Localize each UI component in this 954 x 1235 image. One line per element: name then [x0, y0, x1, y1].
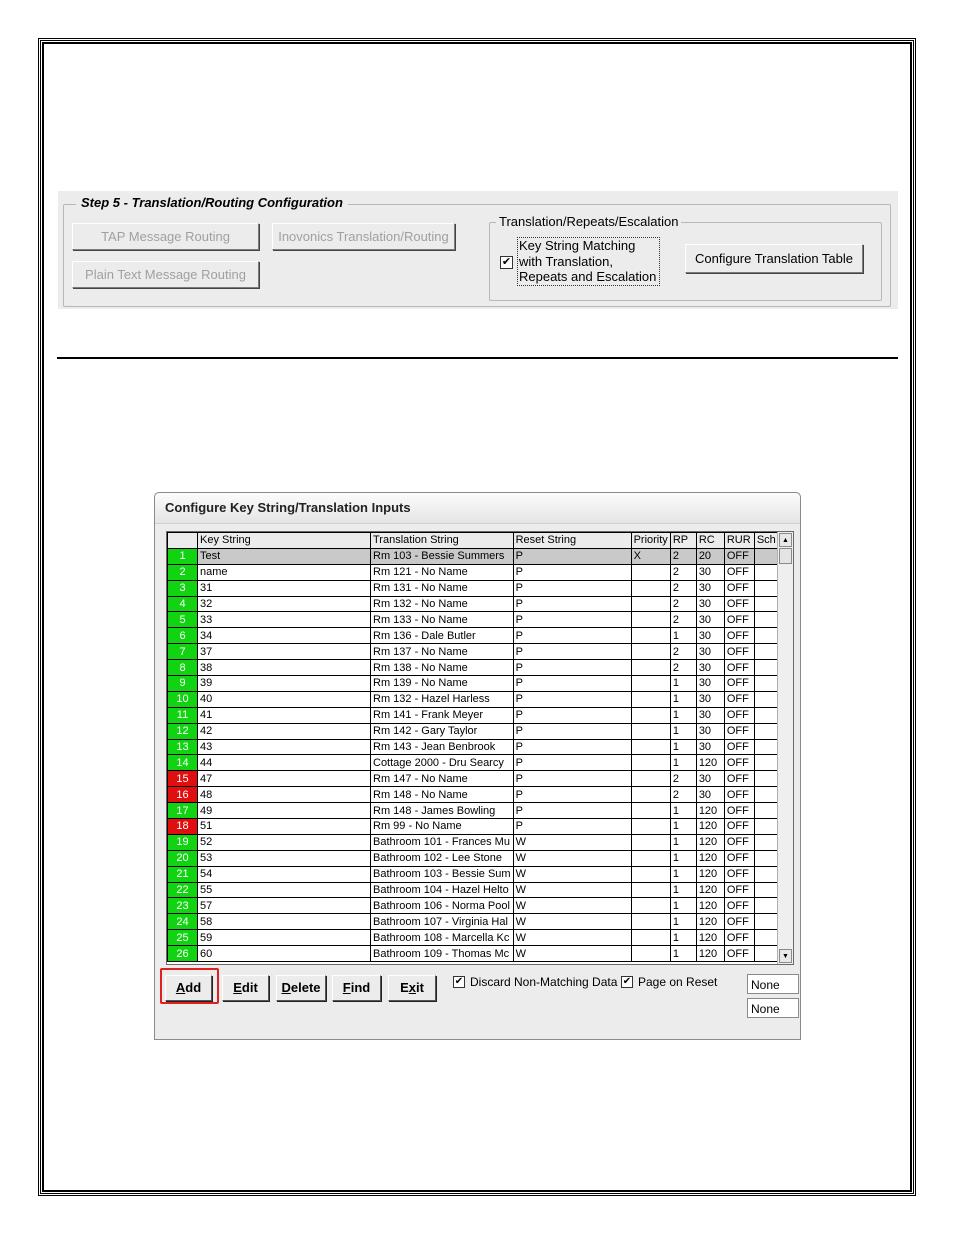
- table-cell[interactable]: OFF: [724, 564, 754, 580]
- table-row[interactable]: [168, 914, 781, 930]
- table-cell[interactable]: Bathroom 107 - Virginia Hal: [371, 914, 514, 930]
- table-cell[interactable]: 120: [696, 946, 724, 962]
- row-index-cell[interactable]: 2: [168, 564, 198, 580]
- table-row[interactable]: [168, 834, 781, 850]
- column-header[interactable]: [168, 533, 198, 549]
- find-label: ind: [350, 980, 371, 995]
- table-row[interactable]: [168, 898, 781, 914]
- table-cell[interactable]: 43: [198, 739, 371, 755]
- row-index-cell[interactable]: 11: [168, 707, 198, 723]
- table-cell[interactable]: 52: [198, 834, 371, 850]
- table-row[interactable]: [168, 755, 781, 771]
- table-cell[interactable]: 32: [198, 596, 371, 612]
- table-cell[interactable]: 54: [198, 866, 371, 882]
- table-cell[interactable]: 47: [198, 771, 371, 787]
- table-row[interactable]: [168, 676, 781, 692]
- table-cell[interactable]: 1: [670, 723, 696, 739]
- table-cell[interactable]: P: [513, 707, 631, 723]
- table-row[interactable]: [168, 628, 781, 644]
- row-index-cell[interactable]: 18: [168, 819, 198, 835]
- row-index-cell[interactable]: 8: [168, 660, 198, 676]
- column-header[interactable]: RUR: [724, 533, 754, 549]
- table-cell[interactable]: [631, 739, 670, 755]
- table-row[interactable]: [168, 707, 781, 723]
- table-cell[interactable]: 2: [670, 548, 696, 564]
- table-cell[interactable]: OFF: [724, 644, 754, 660]
- table-cell[interactable]: [631, 803, 670, 819]
- table-cell[interactable]: 53: [198, 850, 371, 866]
- table-cell[interactable]: Test: [198, 548, 371, 564]
- table-cell[interactable]: [631, 834, 670, 850]
- table-cell[interactable]: 120: [696, 755, 724, 771]
- table-cell[interactable]: Rm 137 - No Name: [371, 644, 514, 660]
- table-cell[interactable]: OFF: [724, 580, 754, 596]
- table-cell[interactable]: P: [513, 691, 631, 707]
- separator-line: [57, 357, 898, 359]
- table-cell[interactable]: W: [513, 850, 631, 866]
- table-cell[interactable]: 1: [670, 898, 696, 914]
- row-index-cell[interactable]: 3: [168, 580, 198, 596]
- table-cell[interactable]: [631, 787, 670, 803]
- row-index-cell[interactable]: 23: [168, 898, 198, 914]
- table-cell[interactable]: OFF: [724, 914, 754, 930]
- table-cell[interactable]: 40: [198, 691, 371, 707]
- table-cell[interactable]: 1: [670, 866, 696, 882]
- table-cell[interactable]: W: [513, 866, 631, 882]
- table-cell[interactable]: [631, 660, 670, 676]
- table-cell[interactable]: Rm 148 - No Name: [371, 787, 514, 803]
- tap-message-routing-button[interactable]: TAP Message Routing: [72, 223, 259, 250]
- table-cell[interactable]: P: [513, 803, 631, 819]
- table-cell[interactable]: 2: [670, 771, 696, 787]
- table-cell[interactable]: 20: [696, 548, 724, 564]
- table-cell[interactable]: P: [513, 660, 631, 676]
- table-cell[interactable]: 120: [696, 834, 724, 850]
- row-index-cell[interactable]: 13: [168, 739, 198, 755]
- table-cell[interactable]: Rm 132 - No Name: [371, 596, 514, 612]
- table-cell[interactable]: 120: [696, 898, 724, 914]
- table-cell[interactable]: 30: [696, 628, 724, 644]
- table-cell[interactable]: [631, 628, 670, 644]
- table-cell[interactable]: OFF: [724, 850, 754, 866]
- scrollbar-thumb[interactable]: [779, 548, 792, 564]
- table-cell[interactable]: 1: [670, 834, 696, 850]
- table-header-row: [168, 533, 781, 549]
- none-field-1[interactable]: None: [747, 974, 799, 994]
- table-cell[interactable]: 1: [670, 850, 696, 866]
- row-index-cell[interactable]: 19: [168, 834, 198, 850]
- table-cell[interactable]: Rm 143 - Jean Benbrook: [371, 739, 514, 755]
- configure-key-string-dialog: [154, 492, 801, 1040]
- table-cell[interactable]: 51: [198, 819, 371, 835]
- table-cell[interactable]: 1: [670, 882, 696, 898]
- table-cell[interactable]: OFF: [724, 660, 754, 676]
- table-cell[interactable]: P: [513, 612, 631, 628]
- table-cell[interactable]: 30: [696, 787, 724, 803]
- table-cell[interactable]: Rm 148 - James Bowling: [371, 803, 514, 819]
- column-header[interactable]: Sch: [754, 533, 780, 549]
- table-cell[interactable]: 2: [670, 612, 696, 628]
- row-index-cell[interactable]: 20: [168, 850, 198, 866]
- row-index-cell[interactable]: 15: [168, 771, 198, 787]
- table-cell[interactable]: Rm 147 - No Name: [371, 771, 514, 787]
- table-cell[interactable]: [631, 564, 670, 580]
- table-cell[interactable]: [631, 914, 670, 930]
- table-row[interactable]: [168, 723, 781, 739]
- table-cell[interactable]: P: [513, 771, 631, 787]
- edit-label: dit: [241, 980, 258, 995]
- table-cell[interactable]: OFF: [724, 628, 754, 644]
- discard-non-matching-checkbox[interactable]: [453, 976, 465, 988]
- table-cell[interactable]: OFF: [724, 819, 754, 835]
- table-cell[interactable]: 30: [696, 676, 724, 692]
- table-cell[interactable]: 58: [198, 914, 371, 930]
- table-cell[interactable]: OFF: [724, 866, 754, 882]
- column-header[interactable]: Translation String: [371, 533, 514, 549]
- table-cell[interactable]: Rm 142 - Gary Taylor: [371, 723, 514, 739]
- table-cell[interactable]: W: [513, 946, 631, 962]
- table-cell[interactable]: 44: [198, 755, 371, 771]
- table-cell[interactable]: [631, 930, 670, 946]
- table-cell[interactable]: [631, 866, 670, 882]
- exit-button[interactable]: [388, 975, 436, 1001]
- table-cell[interactable]: P: [513, 787, 631, 803]
- table-cell[interactable]: 1: [670, 755, 696, 771]
- key-string-grid[interactable]: [166, 531, 794, 965]
- table-cell[interactable]: 49: [198, 803, 371, 819]
- table-cell[interactable]: [631, 580, 670, 596]
- row-index-cell[interactable]: 1: [168, 548, 198, 564]
- table-cell[interactable]: OFF: [724, 930, 754, 946]
- table-cell[interactable]: Cottage 2000 - Dru Searcy: [371, 755, 514, 771]
- table-cell[interactable]: Bathroom 102 - Lee Stone: [371, 850, 514, 866]
- table-cell[interactable]: 120: [696, 819, 724, 835]
- table-cell[interactable]: 42: [198, 723, 371, 739]
- step5-group: [63, 195, 891, 307]
- table-cell[interactable]: 1: [670, 819, 696, 835]
- table-cell[interactable]: 60: [198, 946, 371, 962]
- edit-hotkey: E: [233, 980, 242, 995]
- table-cell[interactable]: P: [513, 548, 631, 564]
- page-on-reset-label: Page on Reset: [638, 975, 718, 989]
- table-cell[interactable]: 1: [670, 691, 696, 707]
- table-row[interactable]: [168, 803, 781, 819]
- row-index-cell[interactable]: 5: [168, 612, 198, 628]
- table-cell[interactable]: OFF: [724, 771, 754, 787]
- add-button[interactable]: [165, 975, 212, 1001]
- translation-group: [489, 214, 882, 301]
- table-cell[interactable]: Rm 99 - No Name: [371, 819, 514, 835]
- table-cell[interactable]: OFF: [724, 723, 754, 739]
- table-cell[interactable]: X: [631, 548, 670, 564]
- table-cell[interactable]: Bathroom 104 - Hazel Helto: [371, 882, 514, 898]
- configure-translation-table-button[interactable]: Configure Translation Table: [685, 244, 863, 273]
- table-cell[interactable]: P: [513, 564, 631, 580]
- table-cell[interactable]: OFF: [724, 612, 754, 628]
- table-cell[interactable]: Bathroom 108 - Marcella Kc: [371, 930, 514, 946]
- column-header[interactable]: RP: [670, 533, 696, 549]
- table-row[interactable]: [168, 866, 781, 882]
- table-cell[interactable]: 2: [670, 660, 696, 676]
- table-cell[interactable]: [631, 596, 670, 612]
- table-row[interactable]: [168, 644, 781, 660]
- row-index-cell[interactable]: 25: [168, 930, 198, 946]
- step5-title: Step 5 - Translation/Routing Configuration: [76, 195, 348, 210]
- add-label: dd: [185, 980, 202, 995]
- table-cell[interactable]: 2: [670, 644, 696, 660]
- table-row[interactable]: [168, 596, 781, 612]
- add-hotkey: A: [175, 980, 186, 995]
- table-cell[interactable]: P: [513, 755, 631, 771]
- table-cell[interactable]: 30: [696, 691, 724, 707]
- table-cell[interactable]: 41: [198, 707, 371, 723]
- row-index-cell[interactable]: 7: [168, 644, 198, 660]
- row-index-cell[interactable]: 12: [168, 723, 198, 739]
- table-cell[interactable]: [631, 644, 670, 660]
- table-cell[interactable]: Rm 131 - No Name: [371, 580, 514, 596]
- table-cell[interactable]: 1: [670, 676, 696, 692]
- table-cell[interactable]: Rm 136 - Dale Butler: [371, 628, 514, 644]
- exit-label: it: [415, 980, 424, 995]
- table-cell[interactable]: 1: [670, 914, 696, 930]
- row-index-cell[interactable]: 21: [168, 866, 198, 882]
- table-cell[interactable]: [631, 819, 670, 835]
- table-cell[interactable]: 1: [670, 739, 696, 755]
- row-index-cell[interactable]: 6: [168, 628, 198, 644]
- table-cell[interactable]: P: [513, 723, 631, 739]
- table-cell[interactable]: OFF: [724, 548, 754, 564]
- table-row[interactable]: [168, 564, 781, 580]
- table-cell[interactable]: 2: [670, 564, 696, 580]
- find-button[interactable]: [332, 975, 381, 1001]
- translation-group-title: Translation/Repeats/Escalation: [496, 214, 681, 229]
- table-cell[interactable]: 2: [670, 580, 696, 596]
- table-cell[interactable]: 120: [696, 850, 724, 866]
- delete-hotkey: D: [281, 980, 291, 995]
- table-cell[interactable]: [631, 946, 670, 962]
- table-cell[interactable]: 120: [696, 914, 724, 930]
- table-cell[interactable]: 2: [670, 787, 696, 803]
- table-cell[interactable]: Bathroom 101 - Frances Mu: [371, 834, 514, 850]
- table-row[interactable]: [168, 612, 781, 628]
- edit-button[interactable]: [222, 975, 269, 1001]
- table-cell[interactable]: P: [513, 819, 631, 835]
- table-cell[interactable]: OFF: [724, 739, 754, 755]
- row-index-cell[interactable]: 4: [168, 596, 198, 612]
- find-hotkey: F: [342, 980, 351, 995]
- page-on-reset-checkbox[interactable]: [621, 976, 633, 988]
- table-cell[interactable]: W: [513, 898, 631, 914]
- step5-panel: [58, 191, 898, 309]
- column-header[interactable]: Priority: [631, 533, 670, 549]
- table-cell[interactable]: 30: [696, 580, 724, 596]
- table-row[interactable]: [168, 882, 781, 898]
- table-cell[interactable]: [631, 755, 670, 771]
- table-cell[interactable]: [631, 898, 670, 914]
- table-cell[interactable]: 33: [198, 612, 371, 628]
- table-cell[interactable]: W: [513, 930, 631, 946]
- table-cell[interactable]: 1: [670, 707, 696, 723]
- table-cell[interactable]: Rm 121 - No Name: [371, 564, 514, 580]
- table-row[interactable]: [168, 691, 781, 707]
- table-cell[interactable]: Rm 103 - Bessie Summers: [371, 548, 514, 564]
- table-cell[interactable]: OFF: [724, 676, 754, 692]
- table-cell[interactable]: [631, 771, 670, 787]
- table-cell[interactable]: OFF: [724, 596, 754, 612]
- check-icon: ✔: [501, 256, 512, 268]
- table-cell[interactable]: 1: [670, 628, 696, 644]
- key-string-table: [167, 532, 781, 962]
- table-cell[interactable]: OFF: [724, 691, 754, 707]
- table-row[interactable]: [168, 771, 781, 787]
- table-row[interactable]: [168, 819, 781, 835]
- table-cell[interactable]: [631, 676, 670, 692]
- table-row[interactable]: [168, 739, 781, 755]
- exit-hotkey: x: [408, 980, 416, 995]
- row-index-cell[interactable]: 17: [168, 803, 198, 819]
- row-index-cell[interactable]: 10: [168, 691, 198, 707]
- table-cell[interactable]: 30: [696, 739, 724, 755]
- inovonics-translation-routing-button[interactable]: Inovonics Translation/Routing: [272, 223, 455, 250]
- table-cell[interactable]: 30: [696, 644, 724, 660]
- table-cell[interactable]: W: [513, 882, 631, 898]
- table-cell[interactable]: P: [513, 580, 631, 596]
- table-cell[interactable]: P: [513, 596, 631, 612]
- table-cell[interactable]: OFF: [724, 946, 754, 962]
- table-cell[interactable]: P: [513, 628, 631, 644]
- table-cell[interactable]: 48: [198, 787, 371, 803]
- table-row[interactable]: [168, 946, 781, 962]
- table-cell[interactable]: Rm 132 - Hazel Harless: [371, 691, 514, 707]
- table-cell[interactable]: 1: [670, 930, 696, 946]
- table-cell[interactable]: [631, 882, 670, 898]
- table-cell[interactable]: W: [513, 834, 631, 850]
- table-cell[interactable]: Bathroom 106 - Norma Pool: [371, 898, 514, 914]
- scroll-down-icon[interactable]: ▼: [779, 949, 792, 963]
- row-index-cell[interactable]: 9: [168, 676, 198, 692]
- table-cell[interactable]: 55: [198, 882, 371, 898]
- exit-prefix: E: [400, 980, 409, 995]
- table-cell[interactable]: OFF: [724, 803, 754, 819]
- column-header[interactable]: RC: [696, 533, 724, 549]
- table-cell[interactable]: 30: [696, 660, 724, 676]
- check-icon: ✔: [622, 976, 632, 987]
- key-string-matching-checkbox[interactable]: [500, 256, 513, 269]
- table-cell[interactable]: 34: [198, 628, 371, 644]
- table-cell[interactable]: [631, 707, 670, 723]
- table-cell[interactable]: 30: [696, 723, 724, 739]
- row-index-cell[interactable]: 16: [168, 787, 198, 803]
- table-cell[interactable]: Rm 133 - No Name: [371, 612, 514, 628]
- table-cell[interactable]: W: [513, 914, 631, 930]
- key-string-matching-label[interactable]: Key String Matching with Translation, Repeats and Escalation: [517, 237, 660, 286]
- row-index-cell[interactable]: 14: [168, 755, 198, 771]
- table-cell[interactable]: 30: [696, 612, 724, 628]
- table-cell[interactable]: 120: [696, 930, 724, 946]
- table-cell[interactable]: 1: [670, 803, 696, 819]
- row-index-cell[interactable]: 24: [168, 914, 198, 930]
- table-cell[interactable]: 120: [696, 866, 724, 882]
- table-cell[interactable]: 37: [198, 644, 371, 660]
- table-cell[interactable]: 120: [696, 882, 724, 898]
- scroll-up-icon[interactable]: ▲: [779, 533, 792, 547]
- table-cell[interactable]: 39: [198, 676, 371, 692]
- table-cell[interactable]: name: [198, 564, 371, 580]
- none-field-2[interactable]: None: [747, 998, 799, 1018]
- table-cell[interactable]: Bathroom 109 - Thomas Mc: [371, 946, 514, 962]
- table-cell[interactable]: OFF: [724, 882, 754, 898]
- plain-text-message-routing-button[interactable]: Plain Text Message Routing: [72, 261, 259, 288]
- delete-label: elete: [290, 980, 321, 995]
- check-icon: ✔: [454, 976, 464, 987]
- table-cell[interactable]: 57: [198, 898, 371, 914]
- table-cell[interactable]: [631, 612, 670, 628]
- table-cell[interactable]: Rm 141 - Frank Meyer: [371, 707, 514, 723]
- table-cell[interactable]: 59: [198, 930, 371, 946]
- table-row[interactable]: [168, 660, 781, 676]
- table-cell[interactable]: 30: [696, 707, 724, 723]
- table-row[interactable]: [168, 548, 781, 564]
- table-cell[interactable]: OFF: [724, 787, 754, 803]
- table-cell[interactable]: 120: [696, 803, 724, 819]
- table-cell[interactable]: [631, 850, 670, 866]
- table-cell[interactable]: 30: [696, 596, 724, 612]
- table-cell[interactable]: P: [513, 676, 631, 692]
- table-cell[interactable]: 30: [696, 564, 724, 580]
- table-cell[interactable]: 2: [670, 596, 696, 612]
- table-row[interactable]: [168, 850, 781, 866]
- table-cell[interactable]: P: [513, 739, 631, 755]
- table-row[interactable]: [168, 787, 781, 803]
- row-index-cell[interactable]: 26: [168, 946, 198, 962]
- table-cell[interactable]: OFF: [724, 834, 754, 850]
- dialog-title: Configure Key String/Translation Inputs: [155, 493, 800, 524]
- column-header[interactable]: Key String: [198, 533, 371, 549]
- table-cell[interactable]: [631, 691, 670, 707]
- column-header[interactable]: Reset String: [513, 533, 631, 549]
- table-cell[interactable]: P: [513, 644, 631, 660]
- table-cell[interactable]: Rm 139 - No Name: [371, 676, 514, 692]
- table-cell[interactable]: [631, 723, 670, 739]
- table-cell[interactable]: OFF: [724, 707, 754, 723]
- table-cell[interactable]: OFF: [724, 755, 754, 771]
- table-row[interactable]: [168, 580, 781, 596]
- table-cell[interactable]: 38: [198, 660, 371, 676]
- table-cell[interactable]: Bathroom 103 - Bessie Sum: [371, 866, 514, 882]
- vertical-scrollbar[interactable]: [777, 532, 794, 964]
- row-index-cell[interactable]: 22: [168, 882, 198, 898]
- table-cell[interactable]: 1: [670, 946, 696, 962]
- table-cell[interactable]: Rm 138 - No Name: [371, 660, 514, 676]
- table-cell[interactable]: 31: [198, 580, 371, 596]
- delete-button[interactable]: [276, 975, 326, 1001]
- table-cell[interactable]: OFF: [724, 898, 754, 914]
- table-cell[interactable]: 30: [696, 771, 724, 787]
- discard-non-matching-label: Discard Non-Matching Data: [470, 975, 618, 989]
- table-row[interactable]: [168, 930, 781, 946]
